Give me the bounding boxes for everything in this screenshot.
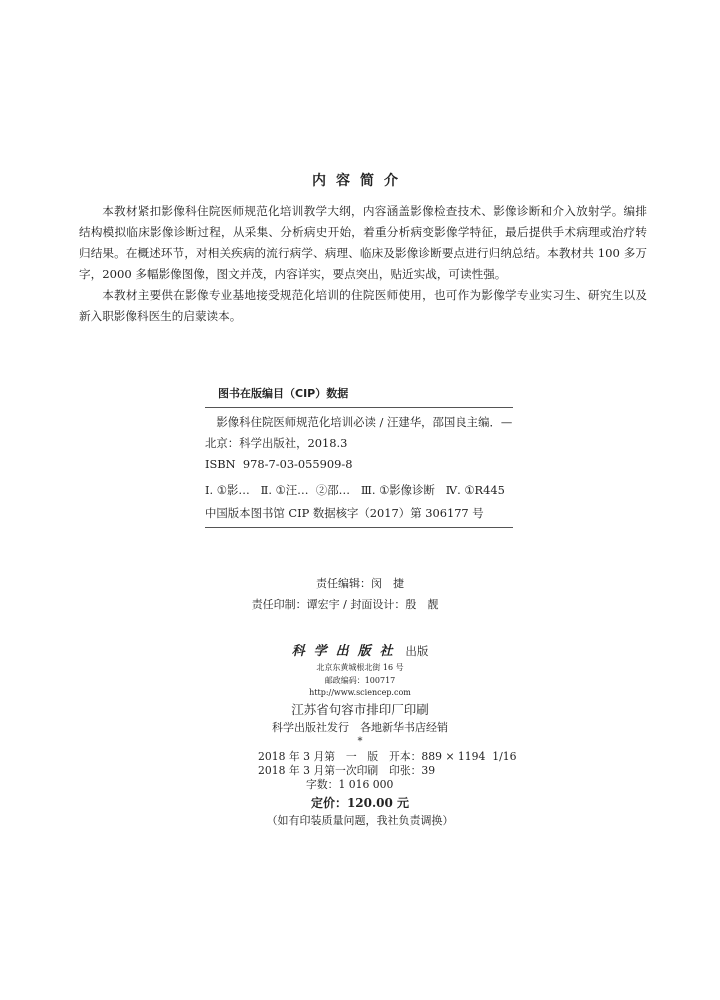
editor-credit: 责任编辑：闵 捷 <box>316 577 404 590</box>
cip-title-line: 影像科住院医师规范化培训必读 / 汪建华，邵国良主编．—北京：科学出版社，2018.3 <box>205 415 513 450</box>
cip-isbn: ISBN 978-7-03-055909-8 <box>205 457 353 471</box>
cip-classification: Ⅰ. ①影… Ⅱ. ①汪… ②邵… Ⅲ. ①影像诊断 Ⅳ. ①R445 <box>205 483 505 497</box>
intro-title: 内容简介 <box>312 173 408 189</box>
cip-heading: 图书在版编目（CIP）数据 <box>205 385 513 408</box>
publisher-postcode: 邮政编码：100717 <box>324 675 396 685</box>
edition-info <box>258 750 517 792</box>
edition-line: 字数：1 016 000 <box>258 778 394 791</box>
publisher-url: http://www.sciencep.com <box>309 688 411 697</box>
cip-number: 中国版本图书馆 CIP 数据核字（2017）第 306177 号 <box>205 501 513 528</box>
edition-line: 2018 年 3 月第 一 版 开本：889 × 1194 1/16 <box>258 750 517 763</box>
publisher-address: 北京东黄城根北街 16 号 <box>316 663 404 672</box>
cip-block <box>205 385 513 528</box>
intro-paragraph: 本教材紧扣影像科住院医师规范化培训教学大纲，内容涵盖影像检查技术、影像诊断和介入放射学。编排结构模拟临床影像诊断过程，从采集、分析病史开始，着重分析病变影像学特征，最后提供手术病理或治疗转归结果。在概述环节，对相关疾病的流行病学、病理、临床及影像诊断要点进行归纳总结。本教材共 100 多万字，2000 多幅影像图像，图文并茂，内容详实，要点突出，贴近实战，可读性强。 <box>79 204 647 281</box>
edition-line: 2018 年 3 月第一次印刷 印张：39 <box>258 764 436 777</box>
distribution: 科学出版社发行 各地新华书店经销 <box>272 721 448 734</box>
printer-block <box>0 701 720 737</box>
quality-note: （如有印装质量问题，我社负责调换） <box>266 814 454 827</box>
publisher-logo: 科学出版社 <box>291 644 402 659</box>
intro-paragraph: 本教材主要供在影像专业基地接受规范化培训的住院医师使用，也可作为影像学专业实习生、研究生以及新入职影像科医生的启蒙读本。 <box>79 288 647 323</box>
publisher-line <box>0 640 720 659</box>
publisher-suffix: 出版 <box>405 644 429 658</box>
separator: * <box>357 736 363 747</box>
publisher-address-block <box>0 662 720 700</box>
price: 定价：120.00 元 <box>310 796 410 810</box>
printer: 江苏省句容市排印厂印刷 <box>291 702 429 717</box>
print-cover-credit: 责任印制：谭宏宇 / 封面设计：殷 靓 <box>251 598 439 611</box>
credits <box>0 573 720 615</box>
intro-body <box>79 201 647 327</box>
